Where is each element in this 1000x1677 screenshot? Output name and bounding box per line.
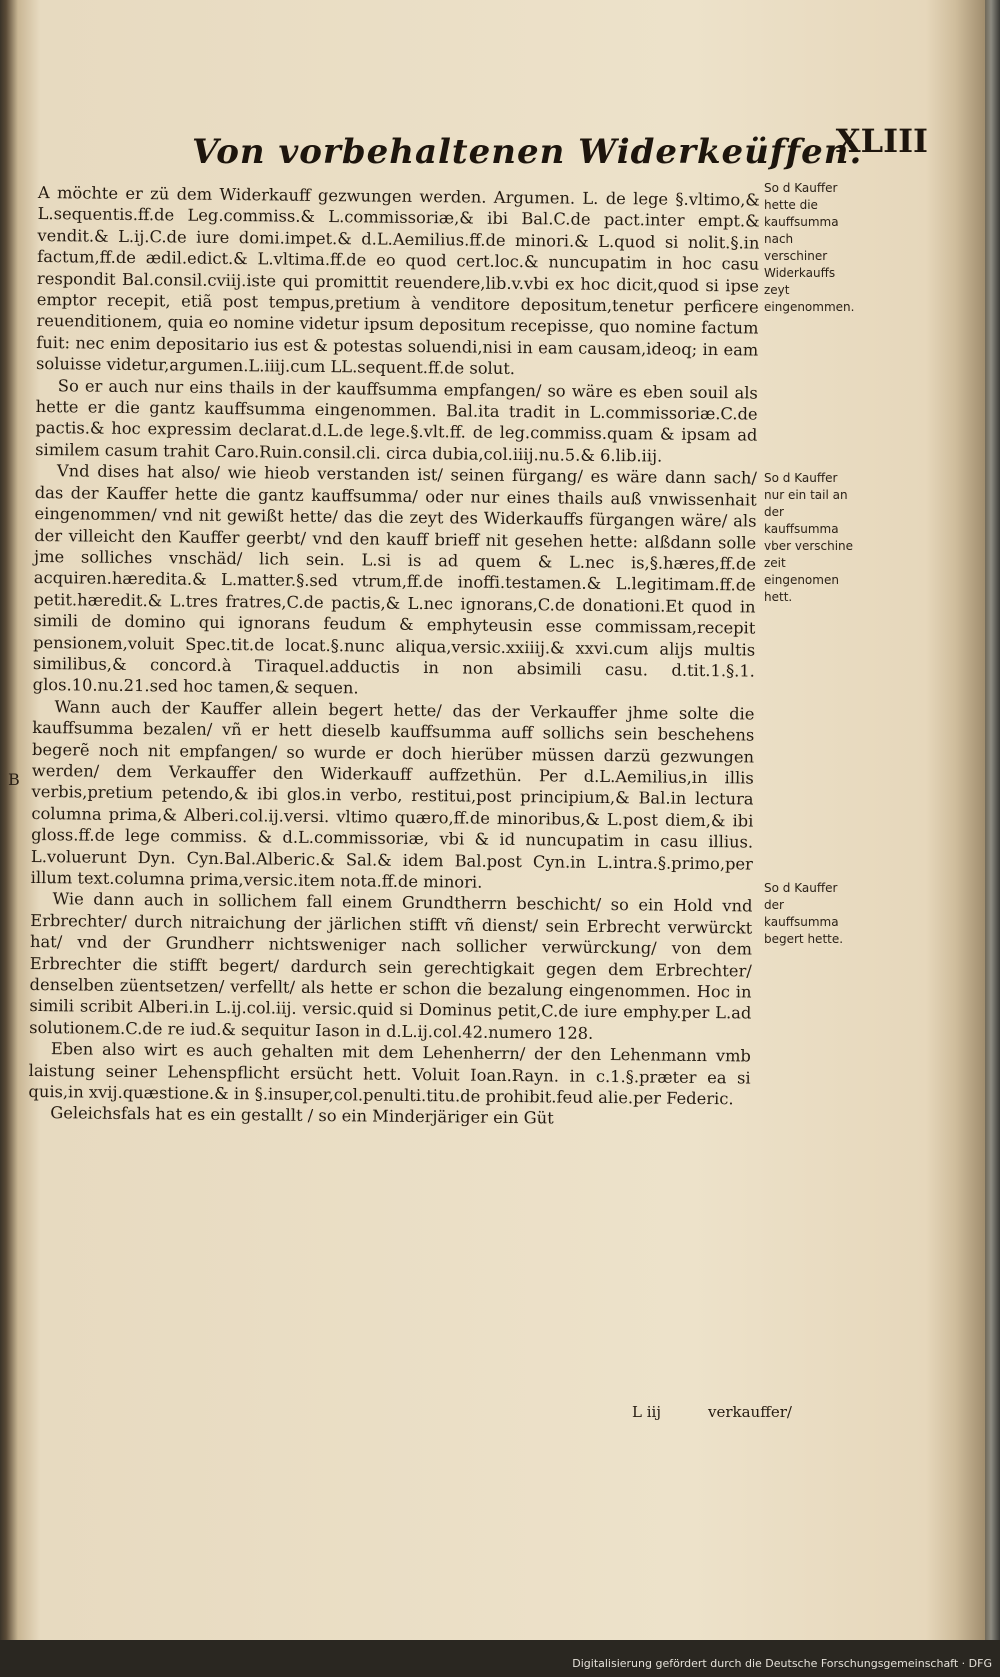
book-edge <box>985 0 1000 1640</box>
margin-letter-mark: B <box>8 770 20 789</box>
running-head: Von vorbehaltenen Widerkeüffen. <box>192 132 863 172</box>
page <box>8 120 968 1620</box>
margin-note: So d Kauffer hette die kauffsumma nach verschiner Widerkauffs zeyt eingenommen. <box>764 181 855 314</box>
paragraph: Wann auch der Kauffer allein begert hette/ das der Verkauffer jhme solte die kauffsumma bezalen/ vñ er hett dieselb kauffsumma auff sollichs sein beschehens begerẽ noch nit empfangen/ so wurde er doch hierüber müssen darzü gezwungen werden/ dem Verkauffer den Widerkauff auffzethün. Per d.L.Aemilius,in illis verbis,pretium petendo,& ibi glos.in verbo, restitui,post principium,& Bal.in lectura columna prima,& Alberi.col.ij.versi. vltimo quæro,ff.de minoribus,& L.post diem,& ibi gloss.ff.de lege commiss. & d.L.commissoriæ, vbi & id nuncupatim in casu illius. L.voluerunt Dyn. Cyn.Bal.Alberic.& Sal.& idem Bal.post Cyn.in L.intra.§.primo,per illum text.columna prima,versic.item nota.ff.de minori. <box>30 696 755 892</box>
paragraph: Vnd dises hat also/ wie hieob verstanden ist/ seinen fürgang/ es wäre dann sach/ das der Kauffer hette die gantz kauffsumma/ oder nur eines thails auß vnwissenhait eingenommen/ vnd nit gewißt hette/ das die zeyt des Widerkauffs fürgangen wäre/ als der villeicht den Kauffer geerbt/ vnd den kauff brieff nit gesehen hette: alßdann solle jme solliches vnschäd/ lich sein. L.si is ad quem & L.nec is,§.hæres,ff.de acquiren.hæredita.& L.matter.§.sed vtrum,ff.de inoffi.testamen.& L.legitimam.ff.de petit.hæredit.& L.tres fratres,C.de pactis,& L.nec ignorans,C.de donationi.Et quod in simili de domino qui ignorans feudum & emphyteusin esse commissam,recepit pensionem,voluit Spec.tit.de locat.§.nunc aliqua,versic.xxiiij.& xxvi.cum alijs multis similibus,& concord.à Tiraquel.adductis in non absimili casu. d.tit.1.§.1. glos.10.nu.21.sed hoc tamen,& sequen. <box>32 461 758 698</box>
paragraph: Geleichsfals hat es ein gestallt / so ein Minderjäriger ein Güt <box>50 1103 554 1128</box>
page-header <box>156 120 956 180</box>
paragraph: So er auch nur eins thails in der kauffsumma empfangen/ so wäre es eben souil als hette er die gantz kauffsumma eingenommen. Bal.ita tradit in L.commissoriæ.C.de pactis.& hoc expressim declarat.d.L.de lege.§.vlt.ff. de leg.commiss.quam & ipsam ad similem casum trahit Caro.Ruin.consil.cli. circa dubia,col.iiij.nu.5.& 6.lib.iij. <box>35 375 758 466</box>
margin-note: So d Kauffer der kauffsumma begert hette. <box>764 881 844 946</box>
paragraph: Wie dann auch in sollichem fall einem Grundtherrn beschicht/ so ein Hold vnd Erbrechter/ durch nitraichung der järlichen stifft vñ dienst/ sein Erbrecht verwürckt hat/ vnd der Grundherr nichtsweniger nach sollicher verwürckung/ von dem Erbrechter die stifft begert/ dardurch sein gerechtigkait gegen dem Erbrechter/ denselben züentsetzen/ verfellt/ als hette er schon die bezalung eingenommen. Hoc in simili scribit Alberi.in L.ij.col.iij. versic.quid si Dominus petit,C.de iure emphy.per L.ad solutionem.C.de re iud.& sequitur Iason in d.L.ij.col.42.numero 128. <box>29 889 753 1043</box>
body-text <box>28 182 760 1131</box>
margin-note: So d Kauffer nur ein tail an der kauffsumma vber verschine zeit eingenomen hett. <box>764 471 854 604</box>
catchword: verkauffer/ <box>708 1403 792 1421</box>
folio-number: XLIII <box>835 122 928 160</box>
digitization-credit: Digitalisierung gefördert durch die Deutsche Forschungsgemeinschaft · DFG <box>572 1657 992 1670</box>
paragraph: A möchte er zü dem Widerkauff gezwungen werden. Argumen. L. de lege §.vltimo,& L.sequentis.ff.de Leg.commiss.& L.commissoriæ,& ibi Bal.C.de pact.inter empt.& vendit.& L.ij.C.de iure domi.impet.& d.L.Aemilius.ff.de minori.& L.quod si nolit.§.in factum,ff.de ædil.edict.& L.vltima.ff.de eo quod cert.loc.& nuncupatim in hoc casu respondit Bal.consil.cviij.iste qui promittit reuendere,lib.v.vbi ex hoc dicit,quod si ipse emptor recepit, etiã post tempus,pretium à venditore depositum,tenetur perficere reuenditionem, quia eo nomine videtur ipsum depositum recepisse, quo nomine factum fuit: nec enim depositario ius est & potestas soluendi,nisi in eam causam,ideoq; in eam soluisse videtur,argumen.L.iiij.cum LL.sequent.ff.de solut. <box>35 182 760 379</box>
signature-mark: L iij <box>632 1403 661 1421</box>
paragraph: Eben also wirt es auch gehalten mit dem Lehenherrn/ der den Lehenmann vmb laistung seiner Lehenspflicht ersücht hett. Voluit Ioan.Rayn. in c.1.§.præter ea si quis,in xvij.quæstione.& in §.insuper,col.penulti.titu.de prohibit.feud alie.per Federic. <box>28 1039 751 1109</box>
